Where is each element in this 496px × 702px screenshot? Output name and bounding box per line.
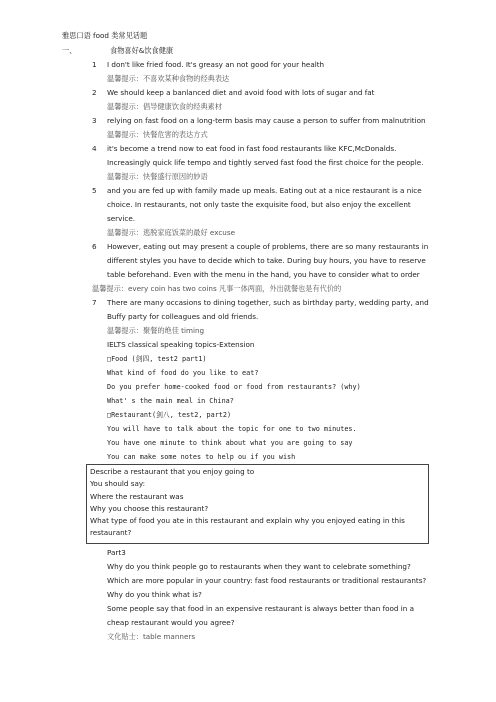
extension-line: What kind of food do you like to eat? <box>107 369 259 377</box>
item-number: 4 <box>92 144 97 153</box>
part3-heading: Part3 <box>107 548 126 557</box>
item-text: relying on fast food on a long-term basis may cause a person to suffer from malnutrition <box>107 116 426 125</box>
part3-question: cheap restaurant would you agree? <box>107 618 235 627</box>
item-line: and you are fed up with family made up meals. Eating out at a nice restaurant is a nice <box>107 186 422 195</box>
item-number: 7 <box>92 298 97 307</box>
item-line: Increasingly quick life tempo and tightly served fast food the first choice for the people. <box>107 158 424 167</box>
item-line: There are many occasions to dining together, such as birthday party, wedding party, and <box>107 298 429 307</box>
extension-line: You will have to talk about the topic for one to two minutes. <box>107 425 357 433</box>
part3-question: Why do you think people go to restaurants when they want to celebrate something? <box>107 562 411 571</box>
extension-line: □Restaurant(剑八, test2, part2) <box>107 411 232 419</box>
item-line: Buffy party for colleagues and old friends. <box>107 312 259 321</box>
item-text: We should keep a banlanced diet and avoid food with lots of sugar and fat <box>107 88 375 97</box>
cue-card-line: What type of food you ate in this restaurant and explain why you enjoyed eating in this <box>90 516 405 526</box>
cue-card-line: Describe a restaurant that you enjoy going to <box>90 467 255 476</box>
part3-question: Why do you think what is? <box>107 590 202 599</box>
item-number: 1 <box>92 60 97 69</box>
item-tip: 温馨提示：聚餐的绝佳 timing <box>107 326 205 335</box>
extension-line: You can make some notes to help ou if you wish <box>107 453 296 461</box>
extension-line: Do you prefer home-cooked food or food from restaurants? (why) <box>107 383 361 391</box>
extension-line: □Food (剑四, test2 part1) <box>107 355 207 363</box>
item-number: 3 <box>92 116 97 125</box>
section-heading: 食物喜好&饮食健康 <box>110 46 174 55</box>
item-text: I don't like fried food. It's greasy an not good for your health <box>107 60 325 69</box>
page-title: 雅思口语 food 类常见话题 <box>62 31 148 40</box>
extension-line: What' s the main meal in China? <box>107 397 234 405</box>
item-tip: 温馨提示：快餐盛行原因的妙语 <box>107 172 208 181</box>
part3-question: Some people say that food in an expensive restaurant is always better than food in a <box>107 604 414 613</box>
section-number: 一、 <box>62 46 77 55</box>
item-tip: 温馨提示：逃脱家庭饭菜的最好 excuse <box>107 228 236 237</box>
extension-line: You have one minute to think about what you are going to say <box>107 439 353 447</box>
item-line: service. <box>107 214 136 223</box>
part3-question: Which are more popular in your country: fast food restaurants or traditional restaurants? <box>107 576 427 585</box>
cue-card-box <box>86 464 429 544</box>
item-number: 5 <box>92 186 97 195</box>
item-line: table beforehand. Even with the menu in the hand, you have to consider what to order <box>107 270 420 279</box>
cue-card-line: restaurant? <box>90 528 132 538</box>
item-line: However, eating out may present a couple of problems, there are so many restaurants in <box>107 242 429 251</box>
cue-card-line: Why you choose this restaurant? <box>90 503 209 513</box>
culture-tip: 文化贴士：table manners <box>107 632 196 641</box>
item-line: different styles you have to decide which to take. During buy hours, you have to reserve <box>107 256 426 265</box>
item-tip: 温馨提示：every coin has two coins 凡事一体两面，外出就餐也是有代价的 <box>92 284 342 293</box>
item-tip: 温馨提示：倡导健康饮食的经典素材 <box>107 102 223 111</box>
cue-card-line: Where the restaurant was <box>90 491 184 501</box>
item-tip: 温馨提示：不喜欢某种食物的经典表达 <box>107 74 230 83</box>
extension-heading: IELTS classical speaking topics-Extension <box>107 340 255 349</box>
item-line: it's become a trend now to eat food in fast food restaurants like KFC,McDonalds. <box>107 144 397 153</box>
item-number: 2 <box>92 88 97 97</box>
item-number: 6 <box>92 242 97 251</box>
cue-card-line: You should say: <box>90 479 146 489</box>
item-line: choice. In restaurants, not only taste the exquisite food, but also enjoy the excellent <box>107 200 411 209</box>
item-tip: 温馨提示：快餐危害的表达方式 <box>107 130 208 139</box>
